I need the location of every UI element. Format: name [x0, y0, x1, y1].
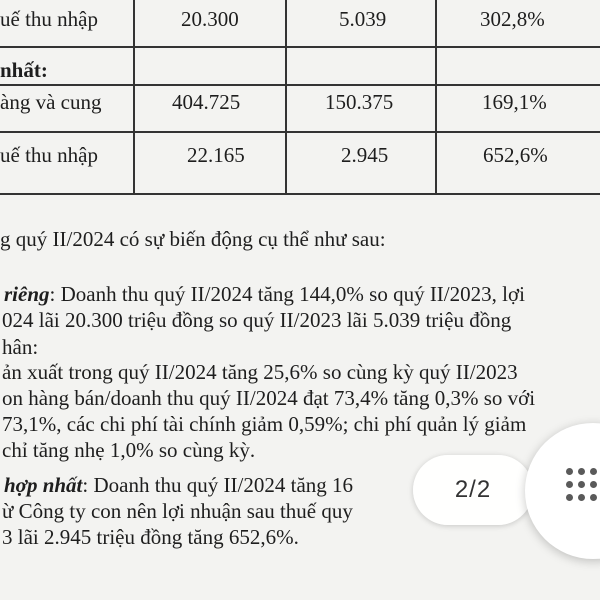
- results-table: [0, 0, 600, 200]
- paragraph-line: 024 lãi 20.300 triệu đồng so quý II/2023 lãi 5.039 triệu đồng: [2, 308, 512, 332]
- paragraph-intro: g quý II/2024 có sự biến động cụ thể như sau:: [0, 227, 386, 251]
- table-cell: 2.945: [341, 143, 389, 167]
- paragraph-line: ừ Công ty con nên lợi nhuận sau thuế quy: [2, 499, 353, 523]
- grid-dot: [590, 494, 597, 501]
- section-label-rieng: riêng: [4, 282, 50, 306]
- table-divider: [435, 0, 437, 194]
- paragraph-rieng: [4, 282, 525, 306]
- table-divider: [0, 131, 600, 133]
- paragraph-hopnhat: [4, 473, 353, 497]
- paragraph-line: chỉ tăng nhẹ 1,0% so cùng kỳ.: [2, 438, 256, 462]
- table-cell: 5.039: [339, 7, 387, 31]
- table-divider: [0, 46, 600, 48]
- grid-dot: [590, 468, 597, 475]
- paragraph-line: 73,1%, các chi phí tài chính giảm 0,59%; chi phí quản lý giảm: [2, 412, 527, 436]
- grid-dot: [566, 494, 573, 501]
- grid-dot: [578, 481, 585, 488]
- paragraph-text: : Doanh thu quý II/2024 tăng 16: [82, 473, 354, 497]
- table-cell: 169,1%: [482, 90, 547, 114]
- table-divider: [133, 0, 135, 194]
- table-cell: 22.165: [187, 143, 245, 167]
- grid-dot: [566, 481, 573, 488]
- paragraph-line: ản xuất trong quý II/2024 tăng 25,6% so cùng kỳ quý II/2023: [2, 360, 518, 384]
- grid-dot: [590, 481, 597, 488]
- table-cell: 302,8%: [480, 7, 545, 31]
- table-cell: 404.725: [172, 90, 241, 114]
- paragraph-line: on hàng bán/doanh thu quý II/2024 đạt 73,4% tăng 0,3% so với: [2, 386, 536, 410]
- paragraph-text: : Doanh thu quý II/2024 tăng 144,0% so quý II/2023, lợi: [49, 282, 525, 306]
- table-divider: [0, 193, 600, 195]
- table-row-label: uế thu nhập: [0, 7, 98, 31]
- grid-dots-icon[interactable]: [566, 468, 600, 512]
- table-cell: 652,6%: [483, 143, 548, 167]
- grid-dot: [578, 468, 585, 475]
- table-row-label: uế thu nhập: [0, 143, 98, 167]
- table-cell: 150.375: [325, 90, 394, 114]
- grid-dot: [578, 494, 585, 501]
- paragraph-line: hân:: [2, 335, 39, 359]
- table-divider: [0, 84, 600, 86]
- table-cell: 20.300: [181, 7, 239, 31]
- section-label-hopnhat: hợp nhất: [4, 473, 83, 497]
- table-section-label: nhất:: [0, 58, 48, 82]
- paragraph-line: 3 lãi 2.945 triệu đồng tăng 652,6%.: [2, 525, 299, 549]
- grid-dot: [566, 468, 573, 475]
- table-divider: [285, 0, 287, 194]
- page-indicator[interactable]: 2/2: [413, 455, 533, 525]
- table-row-label: àng và cung: [0, 90, 102, 114]
